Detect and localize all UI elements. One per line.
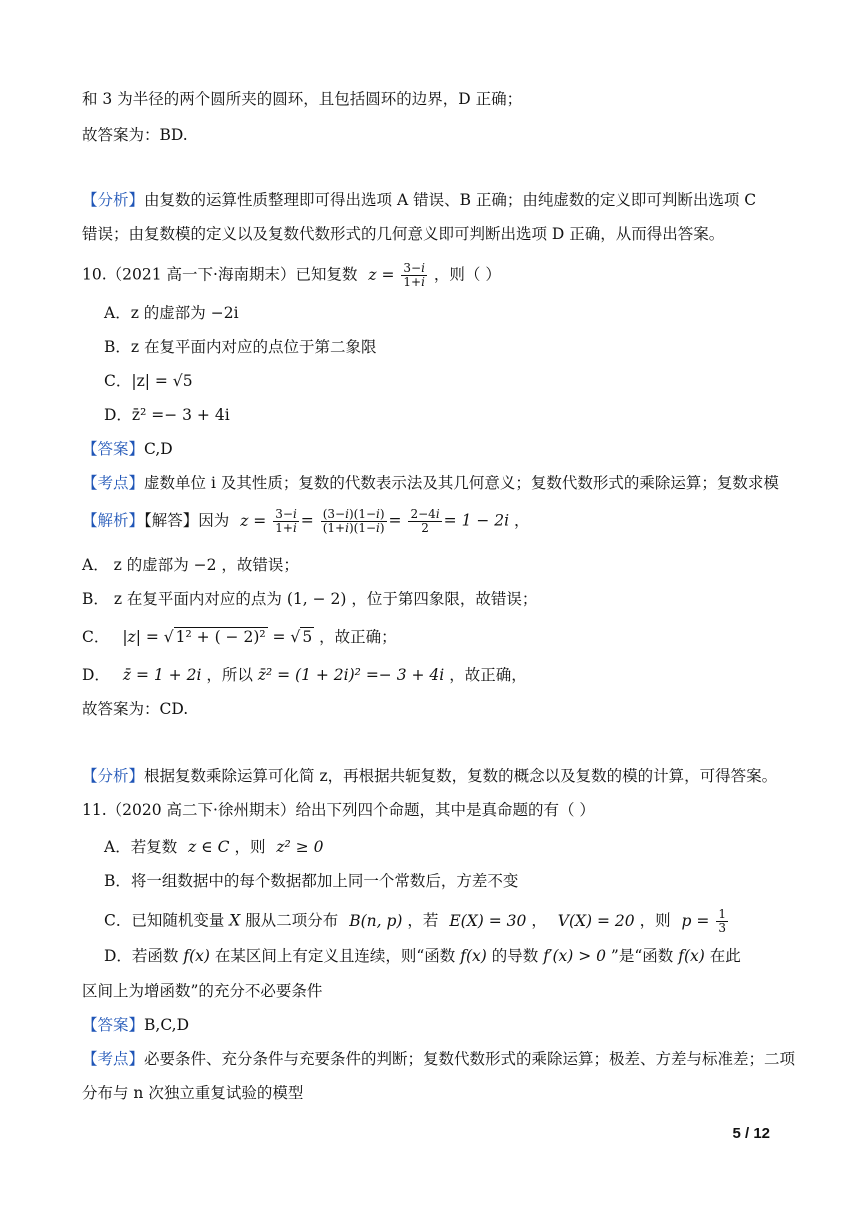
option-a: A．z 的虚部为 −2i [104, 304, 239, 322]
solution-c: C． |z| = √ 1² + ( − 2)² = √ 5 ，故正确； [82, 628, 397, 646]
question-11-stem: 11.（2020 高二下·徐州期末）给出下列四个命题，其中是真命题的有（ ） [82, 801, 595, 819]
analysis-line: 【分析】根据复数乘除运算可化简 z，再根据共轭复数，复数的概念以及复数的模的计算，可得答案。 [82, 767, 778, 785]
page-number: 5 / 12 [732, 1125, 770, 1142]
option-c: C．已知随机变量 X 服从二项分布 B(n, p) ，若 E(X) = 30 ， V(X) = 20 ，则 p = $\frac{1}{3}$ [104, 907, 726, 935]
keypoint-line: 分布与 n 次独立重复试验的模型 [82, 1084, 304, 1102]
analysis-tag: 【分析】 [82, 191, 145, 209]
option-b: B．将一组数据中的每个数据都加上同一个常数后，方差不变 [104, 872, 519, 890]
solution-b: B． z 在复平面内对应的点为 (1, − 2) ，位于第四象限，故错误； [82, 590, 538, 608]
solution-d: D． z̄ = 1 + 2i ，所以 z̄² = (1 + 2i)² =− 3 + 4i ，故正确， [82, 666, 527, 684]
analysis-line: 错误；由复数模的定义以及复数代数形式的几何意义即可判断出选项 D 正确，从而得出答案。 [82, 225, 725, 243]
text-line: 故答案为：BD. [82, 126, 188, 144]
text-line: 故答案为：CD. [82, 700, 189, 718]
answer-line: 【答案】B,C,D [82, 1016, 189, 1034]
solution-line: 【解析】【解答】因为 z = $\frac{3-i}{1+i}$ = $\frac{(3-i)(1-i)}{(1+i)(1-i)}$ = $\frac{2-4i}{2}$ = 1 − 2i ， [82, 507, 530, 535]
option-b: B．z 在复平面内对应的点位于第二象限 [104, 338, 377, 356]
keypoint-line: 【考点】必要条件、充分条件与充要条件的判断；复数代数形式的乘除运算；极差、方差与标准差；二项 [82, 1050, 796, 1068]
option-d: D．若函数 f(x) 在某区间上有定义且连续，则“函数 f(x) 的导数 f′(x) > 0 ”是“函数 f(x) 在此 [104, 947, 741, 965]
option-a: A．若复数 z ∈ C ，则 z² ≥ 0 [104, 838, 324, 856]
option-d: D．z̄² =− 3 + 4i [104, 406, 230, 424]
text-line: 和 3 为半径的两个圆所夹的圆环，且包括圆环的边界，D 正确； [82, 90, 523, 108]
solution-a: A． z 的虚部为 −2 ，故错误； [82, 556, 299, 574]
question-10-stem: 10.（2021 高一下·海南期末）已知复数 z = $\frac{3-i}{1+i}$ ，则（ ） [82, 261, 501, 289]
text-line: 区间上为增函数”的充分不必要条件 [82, 982, 323, 1000]
option-c: C．|z| = √5 [104, 372, 193, 390]
keypoint-line: 【考点】虚数单位 i 及其性质；复数的代数表示法及其几何意义；复数代数形式的乘除运算；复数求模 [82, 474, 779, 492]
analysis-line: 【分析】由复数的运算性质整理即可得出选项 A 错误、B 正确；由纯虚数的定义即可判断出选项 C [82, 191, 757, 209]
answer-line: 【答案】C,D [82, 440, 173, 458]
